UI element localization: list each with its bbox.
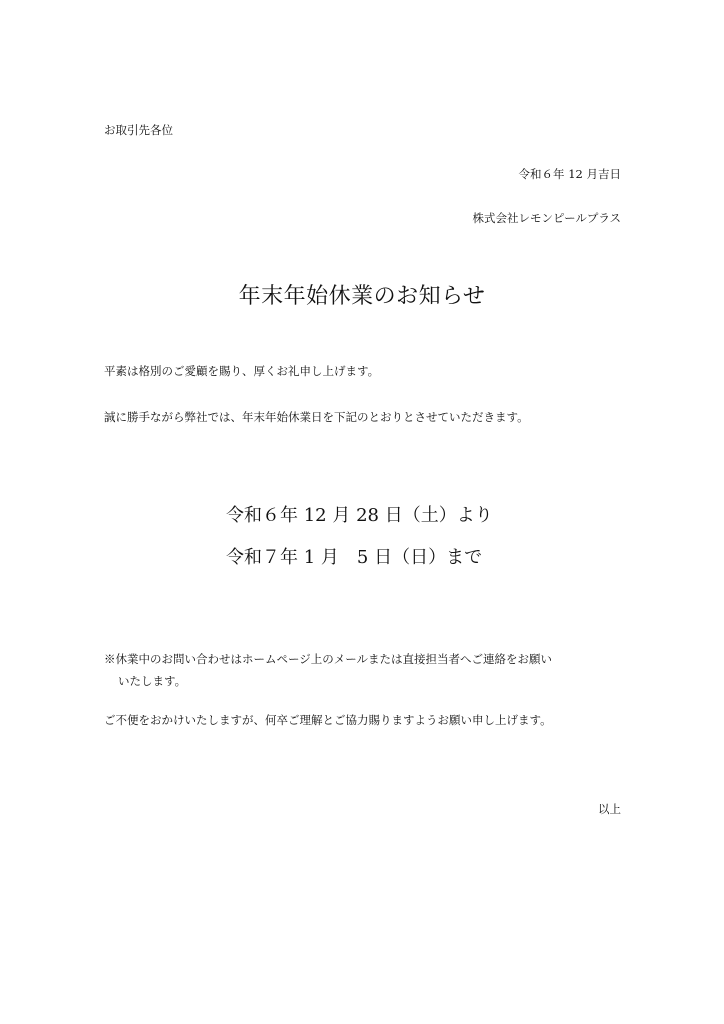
intro-text: 誠に勝手ながら弊社では、年末年始休業日を下記のとおりとさせていただきます。 [104, 410, 529, 424]
apology-text: ご不便をおかけいたしますが、何卒ご理解とご協力賜りますようお願い申し上げます。 [104, 713, 552, 727]
inquiry-note-line1: ※休業中のお問い合わせはホームページ上のメールまたは直接担当者へご連絡をお願い [104, 652, 553, 666]
notice-date: 令和６年 12 月吉日 [518, 167, 621, 181]
closing-text: 以上 [598, 802, 621, 816]
greeting-text: 平素は格別のご愛顧を賜り、厚くお礼申し上げます。 [104, 364, 380, 378]
closure-start: 令和６年 12 月 28 日（土）より [226, 505, 493, 526]
addressee: お取引先各位 [104, 123, 173, 137]
sender-company: 株式会社レモンピールプラス [472, 211, 621, 225]
page-title: 年末年始休業のお知らせ [238, 284, 486, 309]
inquiry-note-line2: いたします。 [118, 674, 187, 688]
closure-end: 令和７年 1 月 5 日（日）まで [226, 547, 483, 568]
